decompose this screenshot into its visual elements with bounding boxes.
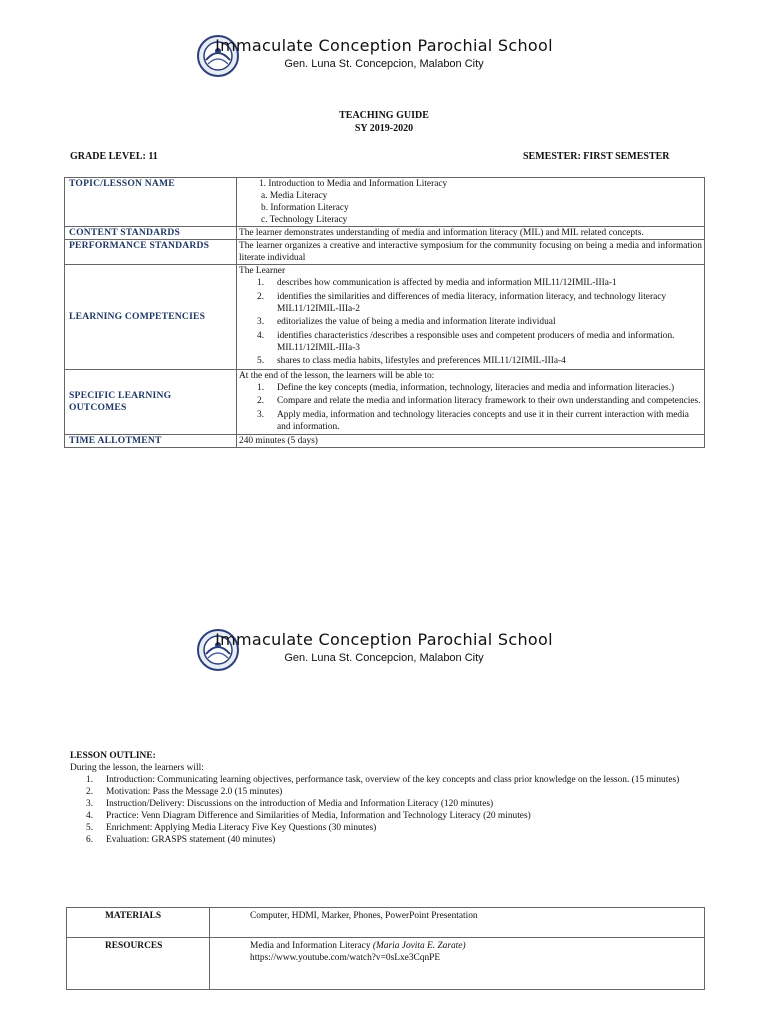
performance-standards-label: PERFORMANCE STANDARDS — [65, 240, 237, 265]
resource-url-link[interactable]: https://www.youtube.com/watch?v=0sLxe3CqnPE — [250, 953, 441, 963]
list-item: 3. editorializes the value of being a media and information literate individual — [257, 317, 556, 327]
lesson-outline-list — [70, 774, 690, 846]
list-item: 5. Enrichment: Applying Media Literacy Five Key Questions (30 minutes) — [86, 823, 377, 833]
list-item: 1. Introduction: Communicating learning objectives, performance task, overview of the key concepts and class prior knowledge on the lesson. (15 minutes) — [86, 775, 680, 785]
school-name: Immaculate Conception Parochial School — [215, 630, 553, 649]
content-standards-text: The learner demonstrates understanding of media and information literacy (MIL) and MIL related concepts. — [237, 227, 705, 240]
list-item: 4. Practice: Venn Diagram Difference and Similarities of Media, Information and Technology Literacy (20 minutes) — [86, 811, 531, 821]
performance-standards-text: The learner organizes a creative and interactive symposium for the community focusing on being a media and information literate individual — [237, 240, 705, 265]
resource-book-author: (Maria Jovita E. Zarate) — [372, 941, 466, 951]
list-item: 1. describes how communication is affected by media and information MIL11/12IMIL-IIIa-1 — [257, 278, 617, 288]
semester: SEMESTER: FIRST SEMESTER — [523, 151, 670, 162]
list-item: 5. shares to class media habits, lifestyles and preferences MIL11/12IMIL-IIIa-4 — [257, 356, 566, 366]
table-row — [65, 240, 705, 265]
list-item: 1. Define the key concepts (media, information, technology, literacies and media and information literacies.) — [257, 382, 675, 393]
list-item: 3. Instruction/Delivery: Discussions on the introduction of Media and Information Literacy (120 minutes) — [86, 799, 494, 809]
time-allotment-text: 240 minutes (5 days) — [237, 435, 705, 448]
grade-level: GRADE LEVEL: 11 — [70, 151, 158, 162]
outcomes-intro: At the end of the lesson, the learners will be able to: — [239, 370, 435, 381]
content-standards-label: CONTENT STANDARDS — [65, 227, 237, 240]
outcomes-list — [239, 382, 702, 433]
list-item: 6. Evaluation: GRASPS statement (40 minutes) — [86, 835, 276, 845]
competencies-intro: The Learner — [239, 266, 286, 276]
table-row — [65, 435, 705, 448]
learning-outcomes-content — [237, 369, 705, 435]
list-item: 2. Compare and relate the media and information literacy framework to their own understanding and competencies. — [257, 396, 701, 406]
topic-line: a. Media Literacy — [261, 191, 328, 201]
topic-line: b. Information Literacy — [261, 203, 349, 213]
topic-label: TOPIC/LESSON NAME — [65, 178, 237, 227]
school-address: Gen. Luna St. Concepcion, Malabon City — [284, 652, 484, 664]
school-name: Immaculate Conception Parochial School — [215, 36, 553, 55]
list-item: 2. Motivation: Pass the Message 2.0 (15 minutes) — [86, 787, 283, 797]
page-header — [0, 34, 768, 94]
list-item: 3. Apply media, information and technology literacies concepts and use it in their current interaction with media and information. — [257, 409, 689, 432]
resources-content — [210, 938, 705, 990]
learning-competencies-content — [237, 265, 705, 370]
resources-label: RESOURCES — [67, 938, 210, 990]
learning-outcomes-label: SPECIFIC LEARNING OUTCOMES — [65, 369, 237, 435]
school-year: SY 2019-2020 — [354, 123, 414, 134]
lesson-outline-intro: During the lesson, the learners will: — [70, 763, 204, 773]
page-header-2 — [0, 628, 768, 688]
lesson-outline-title: LESSON OUTLINE: — [70, 751, 156, 761]
topic-content — [237, 178, 705, 227]
table-row — [65, 369, 705, 435]
document-title: TEACHING GUIDE — [339, 110, 429, 121]
resource-book-title: Media and Information Literacy — [250, 941, 373, 951]
time-allotment-label: TIME ALLOTMENT — [65, 435, 237, 448]
table-row — [67, 938, 705, 990]
competencies-list — [239, 277, 702, 367]
school-address: Gen. Luna St. Concepcion, Malabon City — [284, 58, 484, 70]
learning-competencies-label: LEARNING COMPETENCIES — [65, 265, 237, 370]
materials-resources-table — [66, 907, 705, 990]
list-item: 2. identifies the similarities and differences of media literacy, information literacy, and technology literacy MIL11/12IMIL-IIIa-2 — [257, 291, 667, 314]
list-item: 4. identifies characteristics /describes a responsible uses and competent producers of media and information. MIL11/12IMIL-IIIa-3 — [257, 330, 675, 353]
topic-line: 1. Introduction to Media and Information Literacy — [259, 179, 448, 189]
table-row — [65, 227, 705, 240]
lesson-outline — [70, 750, 690, 846]
table-row — [65, 178, 705, 227]
topic-line: c. Technology Literacy — [261, 215, 348, 225]
materials-text: Computer, HDMI, Marker, Phones, PowerPoint Presentation — [210, 908, 705, 938]
materials-label: MATERIALS — [67, 908, 210, 938]
table-row — [65, 265, 705, 370]
teaching-guide-table — [64, 177, 705, 448]
table-row — [67, 908, 705, 938]
